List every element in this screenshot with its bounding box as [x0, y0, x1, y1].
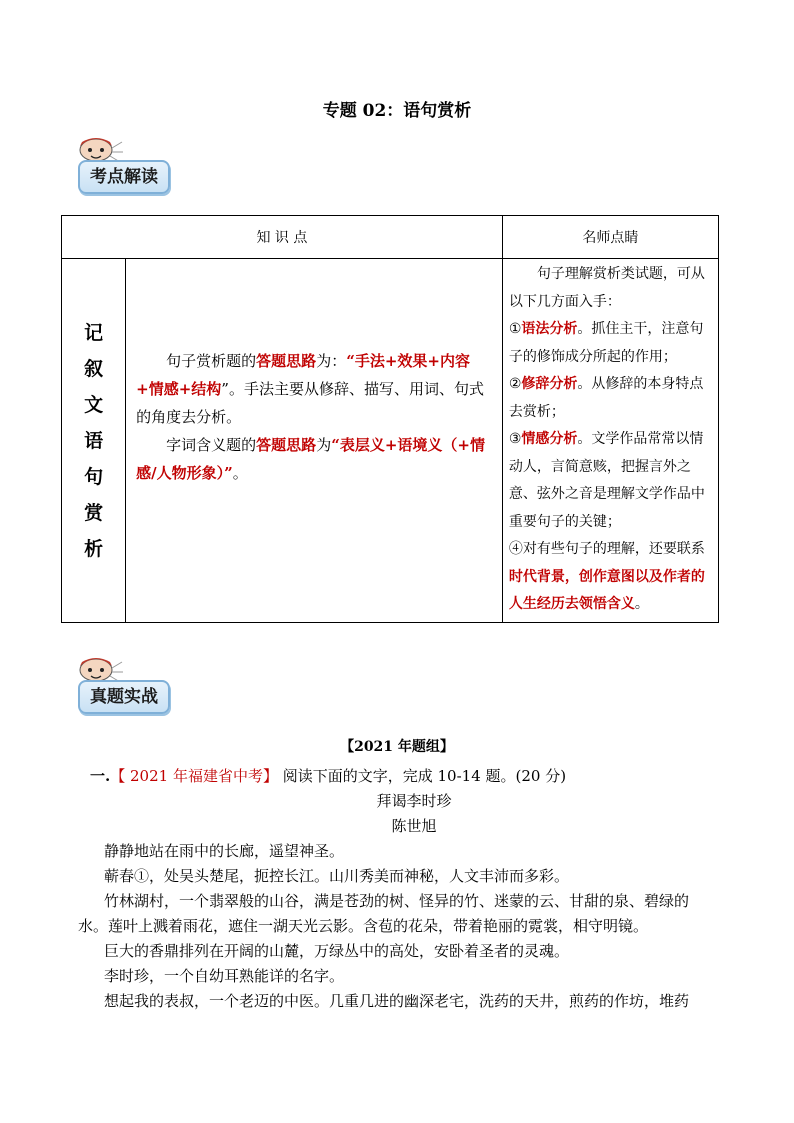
side-label: 记 叙 文 语 句 赏 析 — [62, 259, 126, 623]
question-body — [78, 764, 724, 1014]
article-title: 拜谒李时珍 — [376, 792, 452, 810]
tip-item: ②修辞分析。从修辞的本身特点去赏析； — [508, 376, 704, 420]
header-tips: 名师点睛 — [502, 216, 718, 259]
section-badge-key-points — [70, 136, 200, 208]
badge-label: 真题实战 — [78, 680, 170, 714]
knowledge-content — [126, 259, 503, 623]
tip-item: ③情感分析。文学作品常常以情动人，言简意赅，把握言外之意、弦外之音是理解文学作品中重要句子的关键； — [508, 431, 705, 530]
question-header: 一.【 2021 年福建省中考】 阅读下面的文字，完成 10-14 题。(20 分) — [90, 767, 567, 785]
tips-content: 句子理解赏析类试题，可从以下几方面入手： ①语法分析。抓住主干，注意句子的修饰成分所起的作用； ②修辞分析。从修辞的本身特点去赏析； ③情感分析。文学作品常常以情动人，言简意赅，把握言外之意、弦外之音是理解文学作品中重要句子的关键； ④对有些句子的理解，还要联系时代背景，创作意图以及作者的人生经历去领悟含义。 — [502, 259, 718, 623]
tip-item: ①语法分析。抓住主干，注意句子的修饰成分所起的作用； — [508, 321, 704, 365]
tip-item: ④对有些句子的理解，还要联系时代背景，创作意图以及作者的人生经历去领悟含义。 — [508, 541, 705, 612]
article-paragraph: 李时珍，一个自幼耳熟能详的名字。 — [104, 967, 345, 985]
knowledge-table — [61, 215, 719, 623]
badge-label: 考点解读 — [78, 160, 170, 194]
group-title: 【2021 年题组】 — [340, 739, 454, 755]
header-knowledge: 知 识 点 — [62, 216, 503, 259]
article-paragraph: 巨大的香鼎排列在开阔的山麓，万绿丛中的高处，安卧着圣者的灵魂。 — [104, 942, 570, 960]
article-paragraph: 水。莲叶上溅着雨花，遮住一湖天光云影。含苞的花朵，带着艳丽的霓裳，相守明镜。 — [78, 917, 649, 935]
article-author: 陈世旭 — [391, 817, 437, 835]
article-paragraph: 想起我的表叔，一个老迈的中医。几重几进的幽深老宅，洗药的天井，煎药的作坊，堆药 — [104, 992, 690, 1010]
section-badge-practice — [70, 656, 200, 728]
article-paragraph: 竹林湖村，一个翡翠般的山谷，满是苍劲的树、怪异的竹、迷蒙的云、甘甜的泉、碧绿的 — [104, 892, 690, 910]
article-paragraph: 蕲春①，处吴头楚尾，扼控长江。山川秀美而神秘，人文丰沛而多彩。 — [104, 867, 570, 885]
article-paragraph: 静静地站在雨中的长廊，遥望神圣。 — [104, 842, 345, 860]
page-title: 专题 02：语句赏析 — [322, 101, 472, 121]
knowledge-paragraph-1: 句子赏析题的答题思路为：“手法+效果+内容+情感+结构”。手法主要从修辞、描写、用词、句式的角度去分析。 — [136, 352, 484, 426]
knowledge-paragraph-2: 字词含义题的答题思路为“表层义+语境义（+情感/人物形象）”。 — [136, 436, 485, 482]
